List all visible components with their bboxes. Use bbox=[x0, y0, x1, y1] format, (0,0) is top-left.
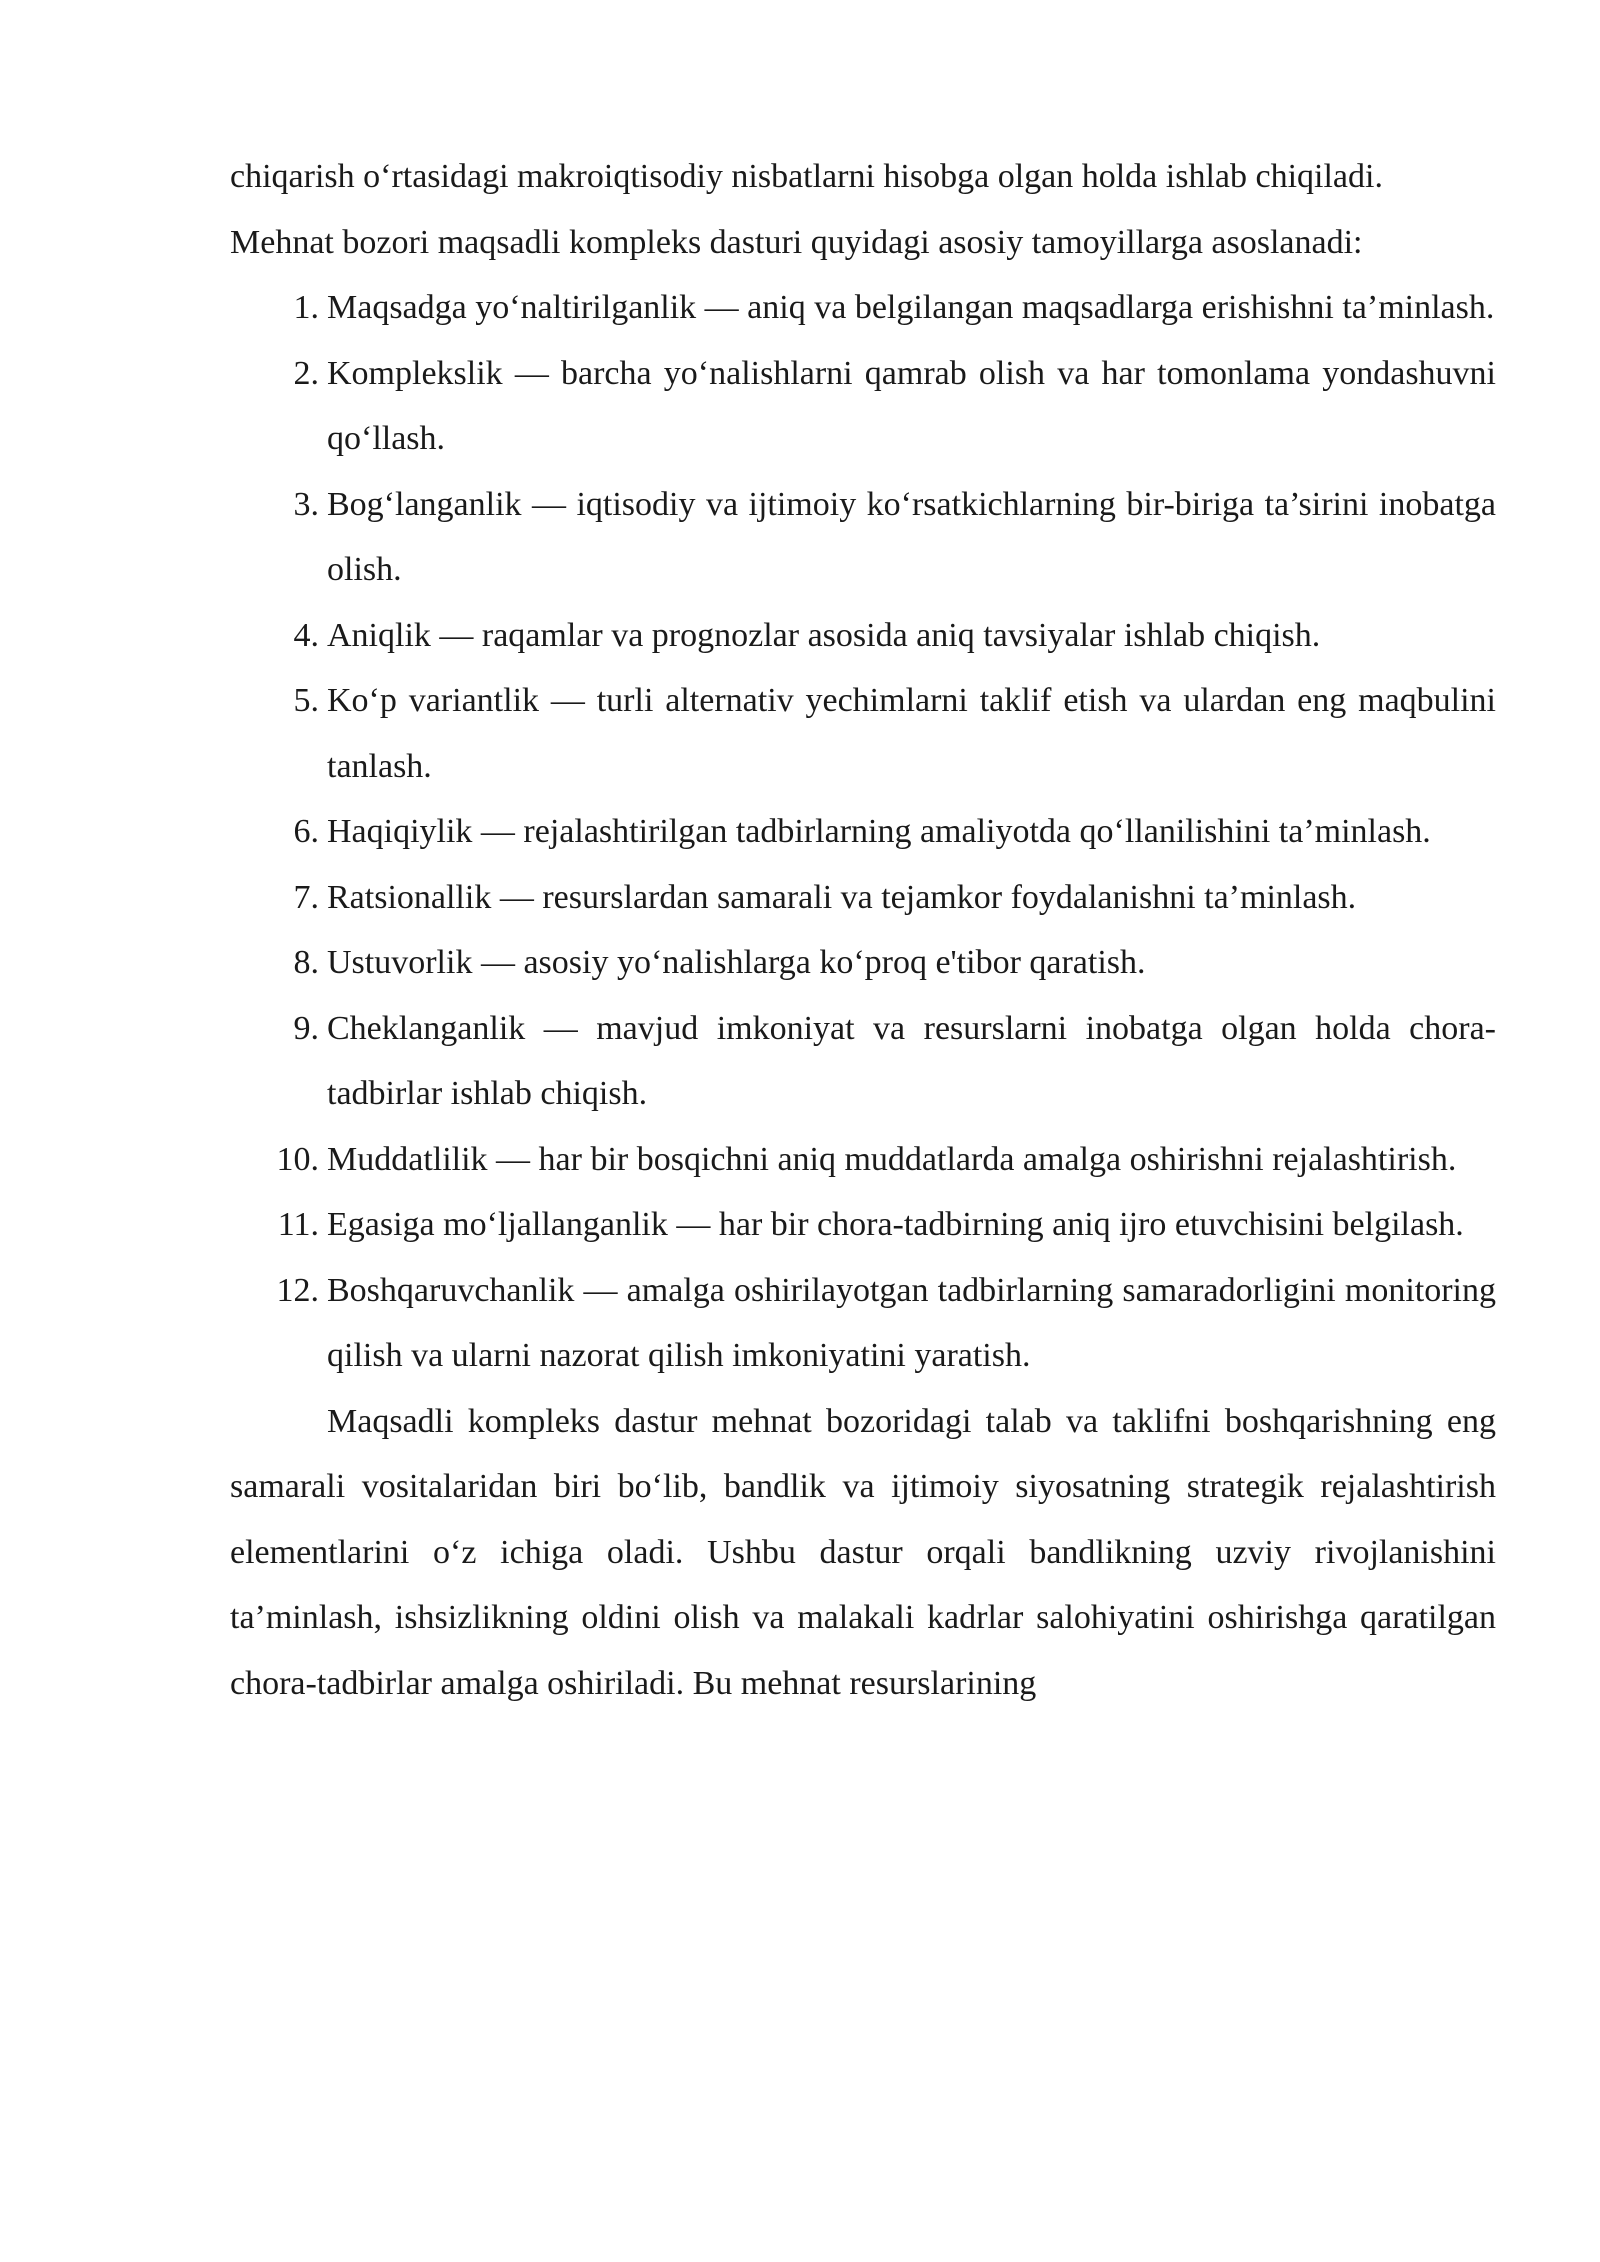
document-page bbox=[230, 144, 1496, 1716]
list-item bbox=[230, 865, 1496, 931]
list-item-text: Ustuvorlik — asosiy yo‘nalishlarga ko‘proq e'tibor qaratish. bbox=[327, 944, 1146, 981]
list-item bbox=[230, 1127, 1496, 1193]
list-item-text: Ratsionallik — resurslardan samarali va tejamkor foydalanishni ta’minlash. bbox=[327, 878, 1357, 916]
list-item bbox=[230, 996, 1496, 1127]
lead-in-sentence: Mehnat bozori maqsadli kompleks dasturi quyidagi asosiy tamoyillarga asoslanadi: bbox=[230, 223, 1363, 261]
list-item bbox=[230, 930, 1496, 996]
list-item-number: 12. bbox=[276, 1271, 319, 1309]
list-item-number: 2. bbox=[293, 354, 319, 392]
list-item bbox=[230, 341, 1496, 472]
list-item-text: Haqiqiylik — rejalashtirilgan tadbirlarning amaliyotda qo‘llanilishini ta’minlash. bbox=[327, 813, 1431, 850]
list-item bbox=[230, 275, 1496, 341]
list-item bbox=[230, 668, 1496, 799]
list-item-text: Egasiga mo‘ljallanganlik — har bir chora-tadbirning aniq ijro etuvchisini belgilash. bbox=[327, 1206, 1464, 1243]
principles-list bbox=[230, 275, 1496, 1389]
list-item-number: 6. bbox=[293, 813, 319, 850]
list-item bbox=[230, 603, 1496, 669]
list-item-text: Aniqlik — raqamlar va prognozlar asosida aniq tavsiyalar ishlab chiqish. bbox=[327, 616, 1321, 654]
intro-paragraph: chiqarish o‘rtasidagi makroiqtisodiy nisbatlarni hisobga olgan holda ishlab chiqiladi. bbox=[230, 158, 1383, 195]
list-item-number: 10. bbox=[276, 1140, 319, 1178]
list-item-number: 5. bbox=[293, 682, 319, 719]
list-item-text: Cheklanganlik — mavjud imkoniyat va resurslarni inobatga olgan holda chora-tadbirlar ishlab chiqish. bbox=[327, 1009, 1496, 1112]
list-item bbox=[230, 472, 1496, 603]
closing-paragraph: Maqsadli kompleks dastur mehnat bozoridagi talab va taklifni boshqarishning eng samarali vositalaridan biri bo‘lib, bandlik va ijtimoiy siyosatning strategik rejalashtirish elementlarini o‘z ichiga oladi. Ushbu dastur orqali bandlikning uzviy rivojlanishini ta’minlash, ishsizlikning oldini olish va malakali kadrlar salohiyatini oshirishga qaratilgan chora-tadbirlar amalga oshiriladi. Bu mehnat resurslarining bbox=[230, 1402, 1496, 1702]
list-item-number: 7. bbox=[293, 878, 319, 916]
list-item bbox=[230, 799, 1496, 865]
list-item-text: Komplekslik — barcha yo‘nalishlarni qamrab olish va har tomonlama yondashuvni qo‘llash. bbox=[327, 354, 1496, 457]
list-item-text: Maqsadga yo‘naltirilganlik — aniq va belgilangan maqsadlarga erishishni ta’minlash. bbox=[327, 289, 1495, 326]
list-item bbox=[230, 1258, 1496, 1389]
list-item-number: 11. bbox=[277, 1206, 319, 1243]
list-item-number: 3. bbox=[293, 485, 319, 523]
list-item-number: 8. bbox=[293, 944, 319, 981]
list-item-number: 4. bbox=[293, 616, 319, 654]
list-item-text: Bog‘langanlik — iqtisodiy va ijtimoiy ko‘rsatkichlarning bir-biriga ta’sirini inobatga olish. bbox=[327, 485, 1496, 588]
list-item-number: 1. bbox=[293, 289, 319, 326]
list-item-text: Boshqaruvchanlik — amalga oshirilayotgan tadbirlarning samaradorligini monitoring qilish va ularni nazorat qilish imkoniyatini yaratish. bbox=[327, 1271, 1496, 1374]
list-item-text: Muddatlilik — har bir bosqichni aniq muddatlarda amalga oshirishni rejalashtirish. bbox=[327, 1140, 1457, 1178]
list-item bbox=[230, 1192, 1496, 1258]
list-item-text: Ko‘p variantlik — turli alternativ yechimlarni taklif etish va ulardan eng maqbulini tanlash. bbox=[327, 682, 1496, 785]
list-item-number: 9. bbox=[293, 1009, 319, 1047]
